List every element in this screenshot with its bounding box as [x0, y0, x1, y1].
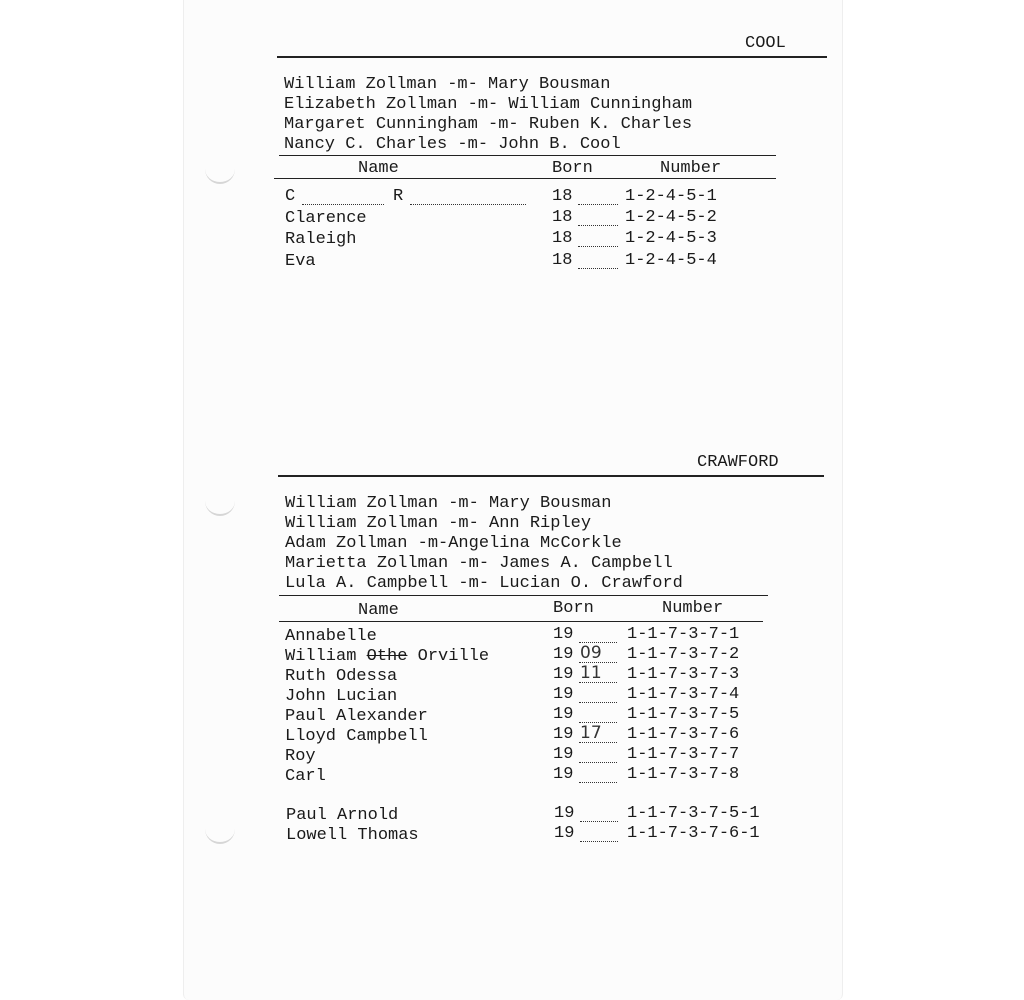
surname-heading-cool: COOL	[745, 34, 786, 53]
column-header-born: Born	[552, 159, 593, 178]
column-header-number: Number	[660, 159, 722, 178]
child-name: Carl	[285, 767, 326, 786]
grandchild-name: Lowell Thomas	[286, 826, 419, 845]
born-prefix: 18	[552, 229, 573, 248]
divider	[278, 475, 824, 477]
child-name: Ruth Odessa	[285, 667, 398, 686]
lineage-line: Lula A. Campbell -m- Lucian O. Crawford	[285, 574, 683, 593]
child-name	[285, 647, 489, 667]
born-prefix: 19	[553, 625, 574, 644]
name-part: William	[285, 647, 367, 666]
handwritten-year: 11	[580, 663, 602, 683]
lineage-line: William Zollman -m- Ann Ripley	[285, 514, 592, 533]
blank-line	[579, 688, 617, 703]
born-prefix: 19	[554, 804, 575, 823]
blank-line	[579, 748, 617, 763]
name-initial: R	[393, 187, 404, 206]
struck-name-part: Othe	[366, 647, 408, 666]
column-header-born: Born	[553, 599, 594, 618]
record-number: 1-2-4-5-2	[625, 208, 717, 227]
blank-line	[579, 628, 617, 643]
lineage-line: Elizabeth Zollman -m- William Cunningham	[284, 95, 693, 114]
born-prefix: 19	[553, 645, 574, 664]
blank-line	[302, 190, 384, 205]
child-name: Raleigh	[285, 230, 357, 249]
child-name: Roy	[285, 747, 316, 766]
child-name: Clarence	[285, 209, 367, 228]
record-number: 1-2-4-5-4	[625, 251, 717, 270]
record-number: 1-1-7-3-7-8	[627, 765, 740, 784]
born-prefix: 18	[552, 208, 573, 227]
lineage-line: William Zollman -m- Mary Bousman	[285, 494, 612, 513]
born-prefix: 19	[553, 685, 574, 704]
record-number: 1-2-4-5-1	[625, 187, 717, 206]
record-number: 1-1-7-3-7-6	[627, 725, 740, 744]
handwritten-year: 09	[580, 643, 602, 663]
child-name: John Lucian	[285, 687, 398, 706]
blank-line	[579, 708, 617, 723]
column-header-number: Number	[662, 599, 724, 618]
record-number: 1-1-7-3-7-2	[627, 645, 740, 664]
lineage-line: Margaret Cunningham -m- Ruben K. Charles	[284, 115, 693, 134]
blank-line	[578, 232, 618, 247]
record-number: 1-1-7-3-7-6-1	[627, 824, 760, 843]
name-initial: C	[285, 187, 296, 206]
name-part: Orville	[407, 647, 490, 666]
child-name: Annabelle	[285, 627, 377, 646]
lineage-line: William Zollman -m- Mary Bousman	[284, 75, 611, 94]
divider	[277, 56, 827, 58]
divider	[274, 178, 776, 179]
record-number: 1-1-7-3-7-4	[627, 685, 740, 704]
born-prefix: 18	[552, 251, 573, 270]
born-prefix: 19	[553, 745, 574, 764]
lineage-line: Adam Zollman -m-Angelina McCorkle	[285, 534, 622, 553]
lineage-line: Nancy C. Charles -m- John B. Cool	[284, 135, 621, 154]
blank-line	[578, 211, 618, 226]
born-prefix: 19	[554, 824, 575, 843]
divider	[279, 155, 776, 156]
handwritten-year: 17	[580, 723, 602, 743]
lineage-line: Marietta Zollman -m- James A. Campbell	[285, 554, 673, 573]
grandchild-name: Paul Arnold	[286, 806, 399, 825]
blank-line	[578, 254, 618, 269]
child-name: Lloyd Campbell	[285, 727, 428, 746]
blank-line	[410, 190, 526, 205]
blank-line	[579, 768, 617, 783]
born-prefix: 19	[553, 765, 574, 784]
column-header-name: Name	[358, 159, 399, 178]
divider	[279, 595, 768, 596]
record-number: 1-1-7-3-7-1	[627, 625, 740, 644]
record-number: 1-1-7-3-7-5-1	[627, 804, 760, 823]
record-number: 1-1-7-3-7-3	[627, 665, 740, 684]
record-number: 1-1-7-3-7-7	[627, 745, 740, 764]
born-prefix: 19	[553, 705, 574, 724]
blank-line	[578, 190, 618, 205]
surname-heading-crawford: CRAWFORD	[697, 453, 779, 472]
record-number: 1-2-4-5-3	[625, 229, 717, 248]
record-number: 1-1-7-3-7-5	[627, 705, 740, 724]
blank-line	[580, 807, 618, 822]
child-name: Eva	[285, 252, 316, 271]
born-prefix: 19	[553, 665, 574, 684]
column-header-name: Name	[358, 601, 399, 620]
child-name: Paul Alexander	[285, 707, 428, 726]
blank-line	[580, 827, 618, 842]
born-prefix: 18	[552, 187, 573, 206]
born-prefix: 19	[553, 725, 574, 744]
divider	[279, 621, 763, 622]
